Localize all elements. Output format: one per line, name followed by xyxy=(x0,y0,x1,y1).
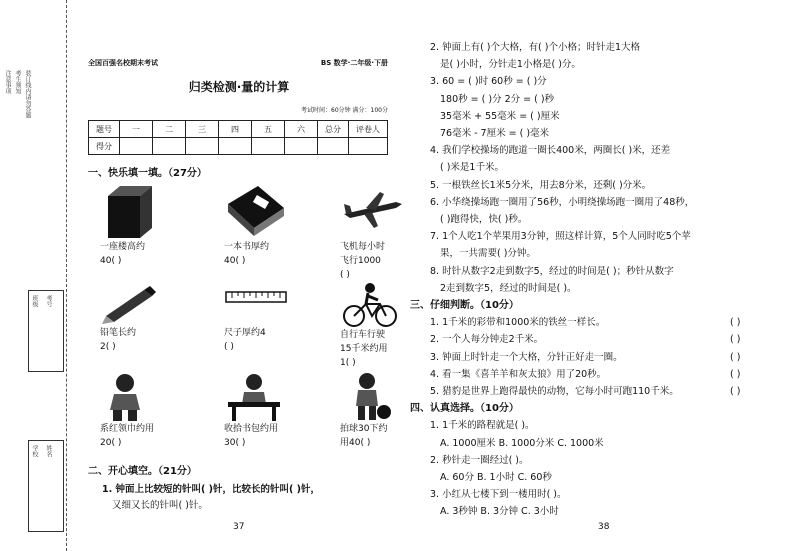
score-head: 三 xyxy=(186,121,219,138)
item-text-line: 飞行1000 xyxy=(340,256,381,266)
desk-student-icon xyxy=(224,372,284,422)
cube-icon xyxy=(100,182,160,240)
item-answer-line: 20( ) xyxy=(100,438,122,448)
item-text-line: 飞机每小时 xyxy=(340,242,386,252)
sidebar-school-label: 学校 xyxy=(31,445,38,457)
item-book xyxy=(224,182,324,268)
item-text-line: 铅笔长约 xyxy=(100,328,137,338)
page-title: 归类检测·量的计算 xyxy=(188,80,290,94)
item-text-line: 系红领巾约用 xyxy=(100,424,155,434)
item-text-line: 15千米约用 xyxy=(340,344,388,354)
item-text-line: 自行车行驶 xyxy=(340,330,386,340)
score-head: 四 xyxy=(219,121,252,138)
question-line: 3. 60 = ( )时 60秒 = ( )分 xyxy=(430,76,547,88)
question-line: 4. 我们学校操场的跑道一圈长400米，两圈长( )米，还差 xyxy=(430,145,671,157)
question-line: ( )米是1千米。 xyxy=(440,162,504,174)
score-cell[interactable] xyxy=(349,138,388,155)
right-page xyxy=(400,0,800,551)
page-number-right: 38 xyxy=(598,522,610,532)
section-heading: 四、认真选择。（10分） xyxy=(410,403,519,415)
question-line: 2. 秒针走一圈经过( )。 xyxy=(430,454,529,466)
score-head: 五 xyxy=(252,121,285,138)
question-line: 7. 1个人吃1个苹果用3分钟，照这样计算，5个人同时吃5个苹 xyxy=(430,231,691,243)
score-value-row xyxy=(89,138,388,155)
pencil-icon xyxy=(100,282,160,326)
score-cell[interactable] xyxy=(153,138,186,155)
question-line: 2. 一个人每分钟走2千米。 xyxy=(430,334,544,346)
score-head: 总分 xyxy=(318,121,349,138)
score-cell[interactable] xyxy=(219,138,252,155)
question-line: 1. 1千米的路程就是( )。 xyxy=(430,420,535,432)
series-title: 全国百强名校期末考试 xyxy=(88,59,158,67)
sidebar-school-box xyxy=(28,440,64,532)
choice-options: A. 3秒钟 B. 3分钟 C. 3小时 xyxy=(440,506,559,518)
sidebar-id-label: 考号 xyxy=(45,295,52,307)
sidebar-note-3: 装订线内请勿答题 xyxy=(24,70,31,118)
score-row-label: 得分 xyxy=(89,138,120,155)
score-cell[interactable] xyxy=(252,138,285,155)
score-cell[interactable] xyxy=(318,138,349,155)
item-answer-line: 1( ) xyxy=(340,358,356,368)
score-head: 评卷人 xyxy=(349,121,388,138)
section-heading: 三、仔细判断。（10分） xyxy=(410,300,519,311)
item-answer-line: 30( ) xyxy=(224,438,246,448)
score-table xyxy=(88,120,388,155)
score-head: 二 xyxy=(153,121,186,138)
question-line: 76毫米 - 7厘米 = ( )毫米 xyxy=(440,128,550,139)
item-schoolbag xyxy=(224,372,324,450)
question-line: 180秒 = ( )分 2分 = ( )秒 xyxy=(440,93,555,105)
score-head: 一 xyxy=(120,121,153,138)
item-building xyxy=(100,182,200,268)
score-cell[interactable] xyxy=(285,138,318,155)
item-text-line: 一座楼高约 xyxy=(100,242,146,252)
airplane-icon xyxy=(340,182,404,240)
sidebar-name-label: 姓名 xyxy=(45,445,52,457)
judge-answer-bracket[interactable]: ( ) xyxy=(730,386,741,397)
question-line: ( )跑得快，快( )秒。 xyxy=(440,214,528,225)
subject-label: BS 数学·二年级·下册 xyxy=(320,59,388,67)
question-line: 5. 猎豹是世界上跑得最快的动物，它每小时可跑110千米。 xyxy=(430,386,679,397)
question-line: 8. 时针从数字2走到数字5，经过的时间是( )；秒针从数字 xyxy=(430,265,674,277)
page-number-left: 37 xyxy=(233,522,245,532)
sidebar-note-1: 注意事项 xyxy=(4,70,11,94)
item-answer-line: 40( ) xyxy=(224,256,246,266)
question-line: 5. 一根铁丝长1米5分米，用去8分米，还剩( )分米。 xyxy=(430,179,652,191)
item-scarf xyxy=(100,372,200,450)
item-pencil xyxy=(100,282,200,354)
section2-q1-line2: 又细又长的针叫( )针。 xyxy=(112,500,208,511)
sidebar-note-2: 考生须知 xyxy=(14,70,21,94)
sidebar-class-label: 班级 xyxy=(31,295,38,307)
score-head: 六 xyxy=(285,121,318,138)
judge-answer-bracket[interactable]: ( ) xyxy=(730,317,741,329)
item-ruler xyxy=(224,282,324,354)
section2-heading: 二、开心填空。（21分） xyxy=(88,466,197,477)
item-text-line: 尺子厚约4 xyxy=(224,328,266,338)
item-text-line: 拍球30下约 xyxy=(340,424,388,434)
question-line: 6. 小华绕操场跑一圈用了56秒，小明绕操场跑一圈用了48秒， xyxy=(430,196,695,208)
exam-meta: 考试时间：60分钟 满分：100分 xyxy=(301,107,388,114)
question-line: 3. 小红从七楼下到一楼用时( )。 xyxy=(430,489,567,501)
choice-options: A. 60分 B. 1小时 C. 60秒 xyxy=(440,472,552,483)
item-answer-line: ( ) xyxy=(340,270,350,280)
item-answer-line: 用40( ) xyxy=(340,438,371,448)
ball-player-icon xyxy=(340,372,394,422)
score-cell[interactable] xyxy=(186,138,219,155)
binding-strip xyxy=(0,0,78,551)
cyclist-icon xyxy=(340,282,404,328)
student-icon xyxy=(100,372,150,422)
section2-q1-line1: 1. 钟面上比较短的针叫( )针，比较长的针叫( )针， xyxy=(102,484,321,495)
sidebar-class-box xyxy=(28,290,64,372)
question-line: 2走到数字5，经过的时间是( )。 xyxy=(440,282,577,294)
judge-answer-bracket[interactable]: ( ) xyxy=(730,351,741,363)
question-line: 4. 看一集《喜羊羊和灰太狼》用了20秒。 xyxy=(430,368,607,380)
score-head: 题号 xyxy=(89,121,120,138)
score-header-row xyxy=(89,121,388,138)
score-cell[interactable] xyxy=(120,138,153,155)
item-answer-line: 2( ) xyxy=(100,342,116,352)
question-line: 1. 1千米的彩带和1000米的铁丝一样长。 xyxy=(430,317,606,329)
question-line: 35毫米 + 55毫米 = ( )厘米 xyxy=(440,110,560,122)
section1-heading: 一、快乐填一填。（27分） xyxy=(88,168,207,179)
binding-cut-line xyxy=(66,0,67,551)
item-answer-line: 40( ) xyxy=(100,256,122,266)
question-line: 是( )小时，分针走1小格是( )分。 xyxy=(440,59,581,71)
item-answer-line: ( ) xyxy=(224,342,234,352)
judge-answer-bracket[interactable]: ( ) xyxy=(730,368,741,380)
ruler-icon xyxy=(224,282,288,326)
left-page xyxy=(78,0,400,551)
judge-answer-bracket[interactable]: ( ) xyxy=(730,334,741,346)
item-text-line: 收拾书包约用 xyxy=(224,424,279,434)
item-text-line: 一本书厚约 xyxy=(224,242,270,252)
question-line: 果，一共需要( )分钟。 xyxy=(440,248,536,260)
question-line: 2. 钟面上有( )个大格，有( )个小格；时针走1大格 xyxy=(430,42,640,53)
question-line: 3. 钟面上时针走一个大格，分针正好走一圈。 xyxy=(430,351,623,363)
choice-options: A. 1000厘米 B. 1000分米 C. 1000米 xyxy=(440,437,604,449)
book-icon xyxy=(224,182,288,240)
